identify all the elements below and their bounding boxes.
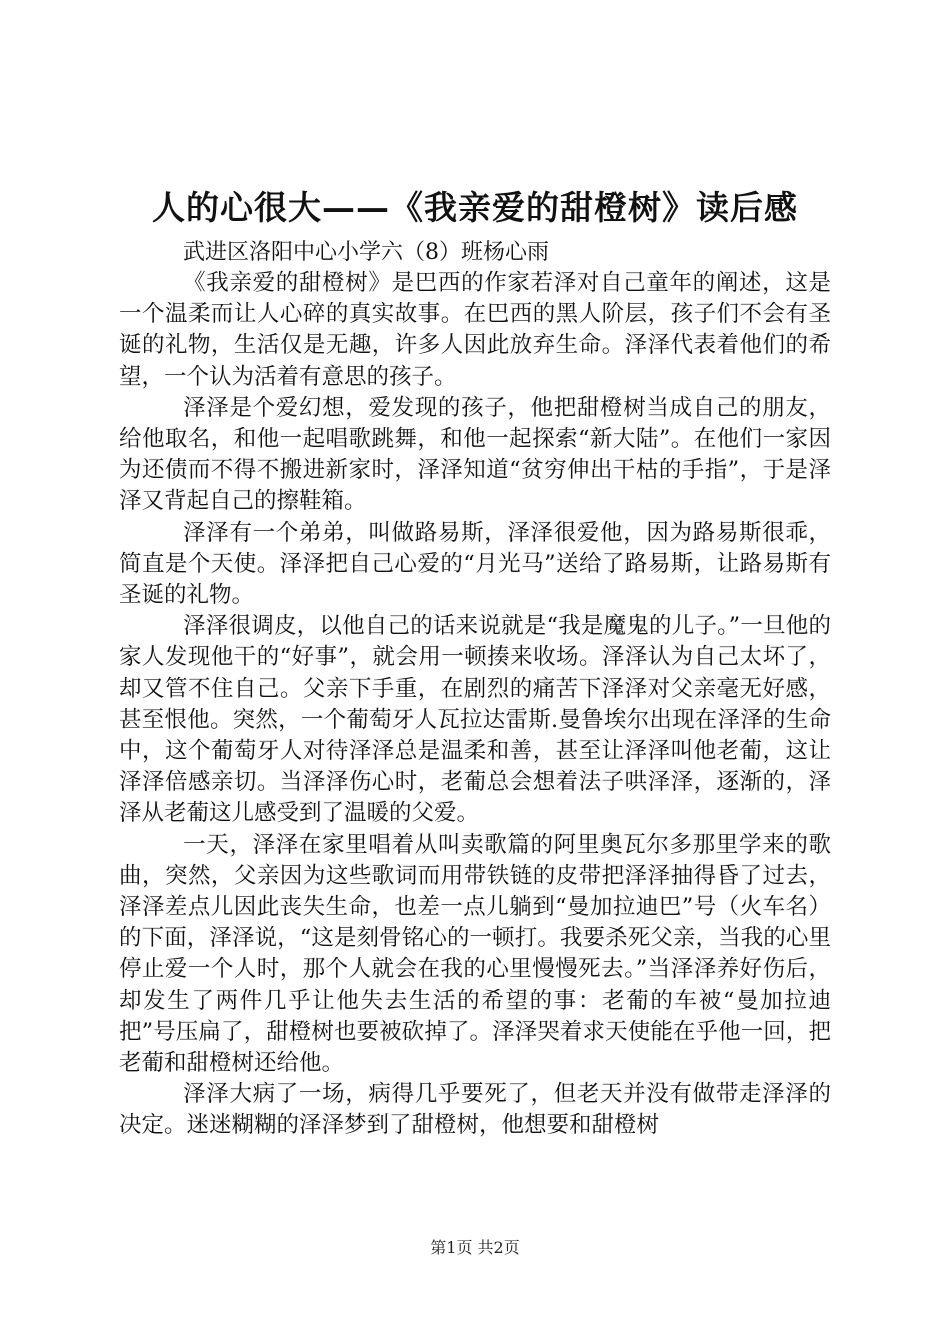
author-byline: 武进区洛阳中心小学六（8）班杨心雨 (183, 240, 549, 265)
paragraph-6: 泽泽大病了一场，病得几乎要死了，但老天并没有做带走泽泽的决定。迷迷糊糊的泽泽梦到了甜橙树，他想要和甜橙树 (119, 1081, 831, 1139)
paragraph-4: 泽泽很调皮，以他自己的话来说就是“我是魔鬼的儿子。”一旦他的家人发现他干的“好事”，就会用一顿揍来收场。泽泽认为自己太坏了，却又管不住自己。父亲下手重，在剧烈的痛苦下泽泽对父亲毫无好感，甚至恨他。突然，一个葡萄牙人瓦拉达雷斯.曼鲁埃尔出现在泽泽的生命中，这个葡萄牙人对待泽泽总是温柔和善，甚至让泽泽叫他老葡，这让泽泽倍感亲切。当泽泽伤心时，老葡总会想着法子哄泽泽，逐渐的，泽泽从老葡这儿感受到了温暖的父爱。 (119, 613, 831, 827)
document-title: 人的心很大——《我亲爱的甜橙树》读后感 (152, 188, 798, 227)
paragraph-2: 泽泽是个爱幻想，爱发现的孩子，他把甜橙树当成自己的朋友，给他取名，和他一起唱歌跳舞，和他一起探索“新大陆”。在他们一家因为还债而不得不搬进新家时，泽泽知道“贫穷伸出干枯的手指”，于是泽泽又背起自己的擦鞋箱。 (119, 394, 831, 515)
paragraph-5: 一天，泽泽在家里唱着从叫卖歌篇的阿里奥瓦尔多那里学来的歌曲，突然，父亲因为这些歌词而用带铁链的皮带把泽泽抽得昏了过去，泽泽差点儿因此丧失生命，也差一点儿躺到“曼加拉迪巴”号（火车名）的下面，泽泽说，“这是刻骨铭心的一顿打。我要杀死父亲，当我的心里停止爱一个人时，那个人就会在我的心里慢慢死去。”当泽泽养好伤后，却发生了两件几乎让他失去生活的希望的事：老葡的车被“曼加拉迪把”号压扁了，甜橙树也要被砍掉了。泽泽哭着求天使能在乎他一回，把老葡和甜橙树还给他。 (119, 831, 831, 1077)
paragraph-1: 《我亲爱的甜橙树》是巴西的作家若泽对自己童年的阐述，这是一个温柔而让人心碎的真实故事。在巴西的黑人阶层，孩子们不会有圣诞的礼物，生活仅是无趣，许多人因此放弃生命。泽泽代表着他们的希望，一个认为活着有意思的孩子。 (119, 270, 831, 390)
paragraph-3: 泽泽有一个弟弟，叫做路易斯，泽泽很爱他，因为路易斯很乖，简直是个天使。泽泽把自己心爱的“月光马”送给了路易斯，让路易斯有圣诞的礼物。 (119, 519, 831, 609)
page-footer: 第1页 共2页 (430, 1238, 520, 1257)
document-body (119, 268, 831, 1142)
